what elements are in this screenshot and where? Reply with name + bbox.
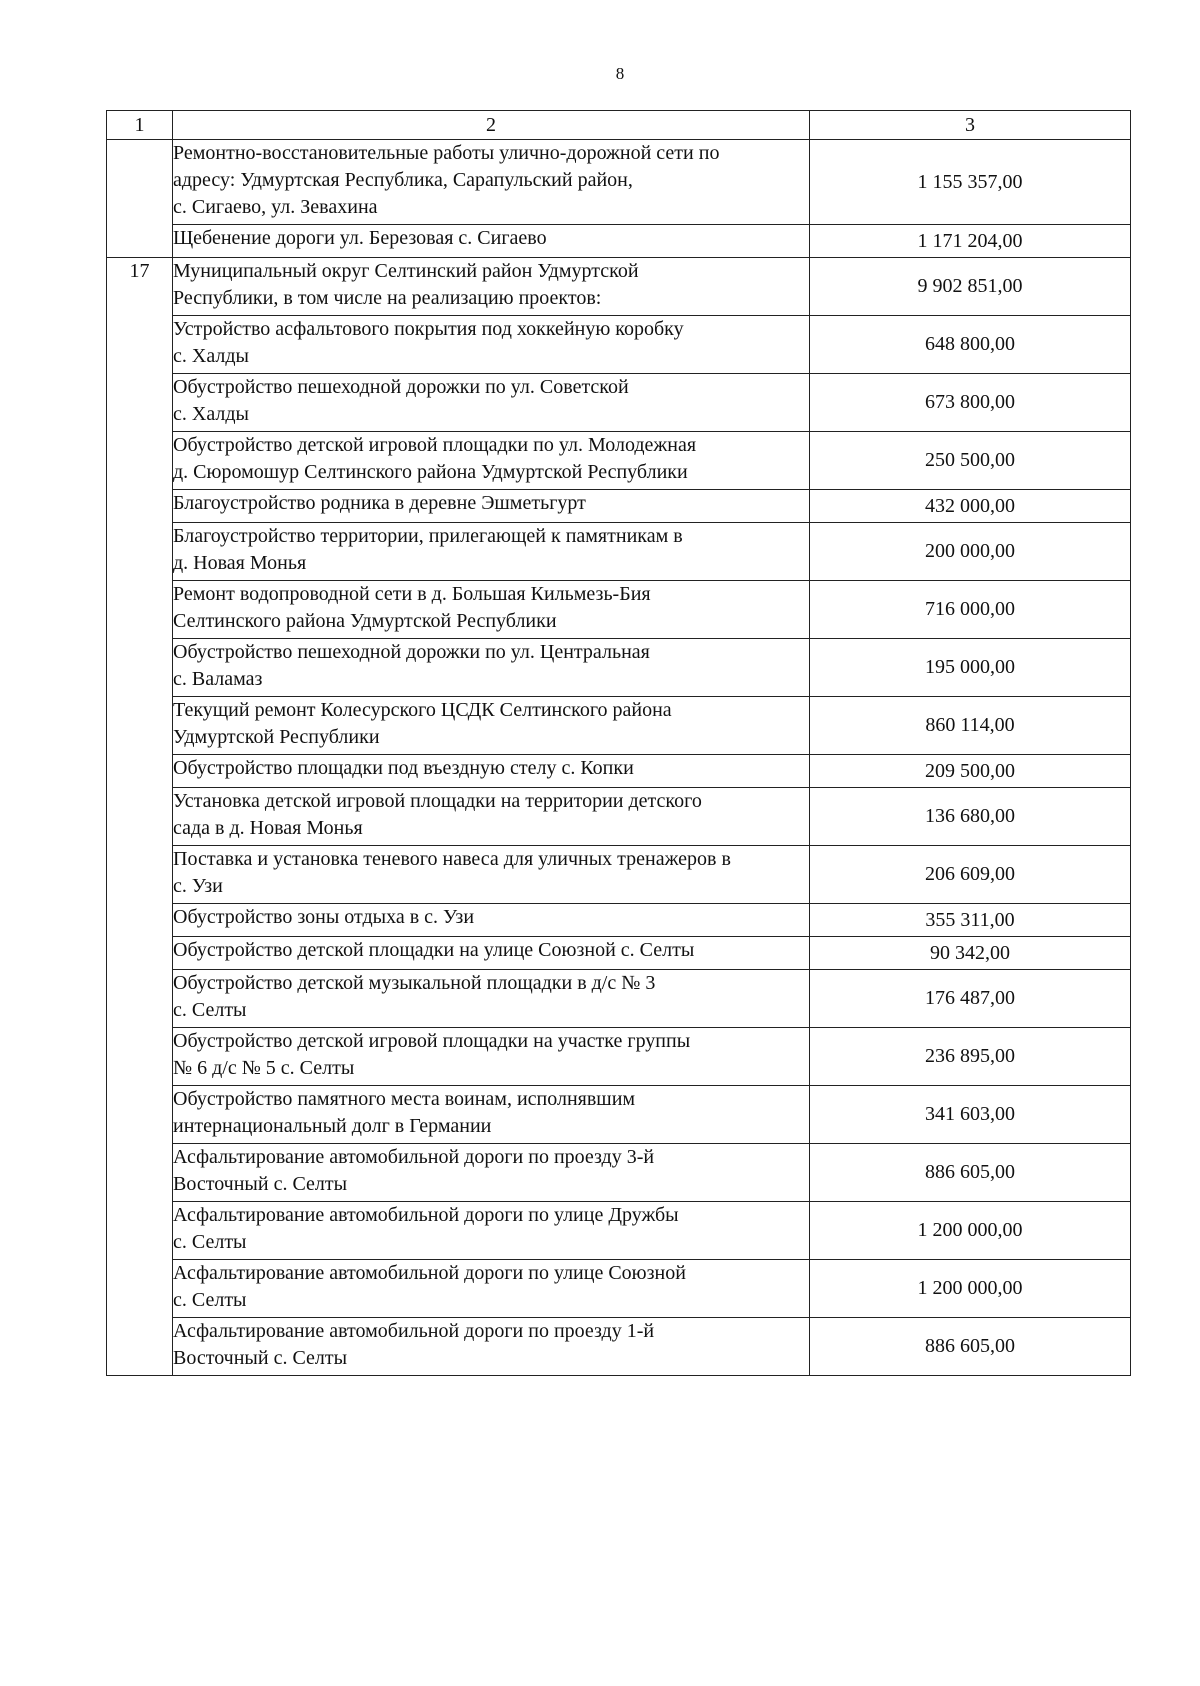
project-name: Текущий ремонт Колесурского ЦСДК Селтинского района Удмуртской Республики bbox=[173, 697, 810, 755]
table-row bbox=[107, 374, 1131, 432]
project-name: Обустройство детской площадки на улице Союзной с. Селты bbox=[173, 937, 810, 970]
amount: 432 000,00 bbox=[810, 490, 1131, 523]
table-row bbox=[107, 788, 1131, 846]
table-row bbox=[107, 432, 1131, 490]
amount: 1 155 357,00 bbox=[810, 140, 1131, 225]
row-number: 17 bbox=[107, 258, 173, 1376]
amount: 355 311,00 bbox=[810, 904, 1131, 937]
table-row bbox=[107, 490, 1131, 523]
header-row bbox=[107, 111, 1131, 140]
table-row bbox=[107, 1144, 1131, 1202]
table-row bbox=[107, 904, 1131, 937]
amount: 673 800,00 bbox=[810, 374, 1131, 432]
table-row bbox=[107, 639, 1131, 697]
project-name: Благоустройство родника в деревне Эшметьгурт bbox=[173, 490, 810, 523]
table-row bbox=[107, 937, 1131, 970]
table-row bbox=[107, 1202, 1131, 1260]
project-name: Обустройство пешеходной дорожки по ул. Центральная с. Валамаз bbox=[173, 639, 810, 697]
budget-table bbox=[106, 110, 1131, 1376]
table-row bbox=[107, 846, 1131, 904]
project-name: Обустройство площадки под въездную стелу с. Копки bbox=[173, 755, 810, 788]
project-name: Обустройство детской музыкальной площадки в д/с № 3 с. Селты bbox=[173, 970, 810, 1028]
project-name: Устройство асфальтового покрытия под хоккейную коробку с. Халды bbox=[173, 316, 810, 374]
project-name: Благоустройство территории, прилегающей к памятникам в д. Новая Монья bbox=[173, 523, 810, 581]
table-row bbox=[107, 1260, 1131, 1318]
amount: 195 000,00 bbox=[810, 639, 1131, 697]
table-row bbox=[107, 1318, 1131, 1376]
page-number: 8 bbox=[615, 64, 625, 83]
project-name: Обустройство пешеходной дорожки по ул. Советской с. Халды bbox=[173, 374, 810, 432]
project-name: Асфальтирование автомобильной дороги по проезду 1-й Восточный с. Селты bbox=[173, 1318, 810, 1376]
project-name: Обустройство памятного места воинам, исполнявшим интернациональный долг в Германии bbox=[173, 1086, 810, 1144]
amount: 1 171 204,00 bbox=[810, 225, 1131, 258]
table-body bbox=[107, 140, 1131, 1376]
amount: 648 800,00 bbox=[810, 316, 1131, 374]
amount: 886 605,00 bbox=[810, 1144, 1131, 1202]
column-header-1: 1 bbox=[107, 111, 173, 140]
amount: 716 000,00 bbox=[810, 581, 1131, 639]
amount: 236 895,00 bbox=[810, 1028, 1131, 1086]
amount: 9 902 851,00 bbox=[810, 258, 1131, 316]
amount: 250 500,00 bbox=[810, 432, 1131, 490]
table-row bbox=[107, 258, 1131, 316]
project-name: Ремонтно-восстановительные работы улично-дорожной сети по адресу: Удмуртская Республика, Сарапульский район, с. Сигаево, ул. Зевахина bbox=[173, 140, 810, 225]
amount: 860 114,00 bbox=[810, 697, 1131, 755]
amount: 341 603,00 bbox=[810, 1086, 1131, 1144]
project-name: Асфальтирование автомобильной дороги по проезду 3-й Восточный с. Селты bbox=[173, 1144, 810, 1202]
row-number bbox=[107, 140, 173, 258]
table-row bbox=[107, 140, 1131, 225]
project-name: Установка детской игровой площадки на территории детского сада в д. Новая Монья bbox=[173, 788, 810, 846]
table-row bbox=[107, 316, 1131, 374]
project-name: Ремонт водопроводной сети в д. Большая Кильмезь-Бия Селтинского района Удмуртской Республики bbox=[173, 581, 810, 639]
amount: 1 200 000,00 bbox=[810, 1260, 1131, 1318]
project-name: Обустройство зоны отдыха в с. Узи bbox=[173, 904, 810, 937]
amount: 200 000,00 bbox=[810, 523, 1131, 581]
table-row bbox=[107, 970, 1131, 1028]
table-row bbox=[107, 755, 1131, 788]
project-name: Поставка и установка теневого навеса для уличных тренажеров в с. Узи bbox=[173, 846, 810, 904]
table-row bbox=[107, 581, 1131, 639]
project-name: Щебенение дороги ул. Березовая с. Сигаево bbox=[173, 225, 810, 258]
column-header-3: 3 bbox=[810, 111, 1131, 140]
column-header-2: 2 bbox=[173, 111, 810, 140]
project-name: Асфальтирование автомобильной дороги по улице Дружбы с. Селты bbox=[173, 1202, 810, 1260]
project-name: Обустройство детской игровой площадки по ул. Молодежная д. Сюромошур Селтинского района Удмуртской Республики bbox=[173, 432, 810, 490]
table-row bbox=[107, 523, 1131, 581]
table-row bbox=[107, 1028, 1131, 1086]
project-name: Обустройство детской игровой площадки на участке группы № 6 д/с № 5 с. Селты bbox=[173, 1028, 810, 1086]
amount: 176 487,00 bbox=[810, 970, 1131, 1028]
amount: 209 500,00 bbox=[810, 755, 1131, 788]
amount: 206 609,00 bbox=[810, 846, 1131, 904]
amount: 90 342,00 bbox=[810, 937, 1131, 970]
project-name: Асфальтирование автомобильной дороги по улице Союзной с. Селты bbox=[173, 1260, 810, 1318]
table-row bbox=[107, 1086, 1131, 1144]
amount: 886 605,00 bbox=[810, 1318, 1131, 1376]
amount: 136 680,00 bbox=[810, 788, 1131, 846]
amount: 1 200 000,00 bbox=[810, 1202, 1131, 1260]
project-name: Муниципальный округ Селтинский район Удмуртской Республики, в том числе на реализацию проектов: bbox=[173, 258, 810, 316]
table-row bbox=[107, 225, 1131, 258]
table-row bbox=[107, 697, 1131, 755]
